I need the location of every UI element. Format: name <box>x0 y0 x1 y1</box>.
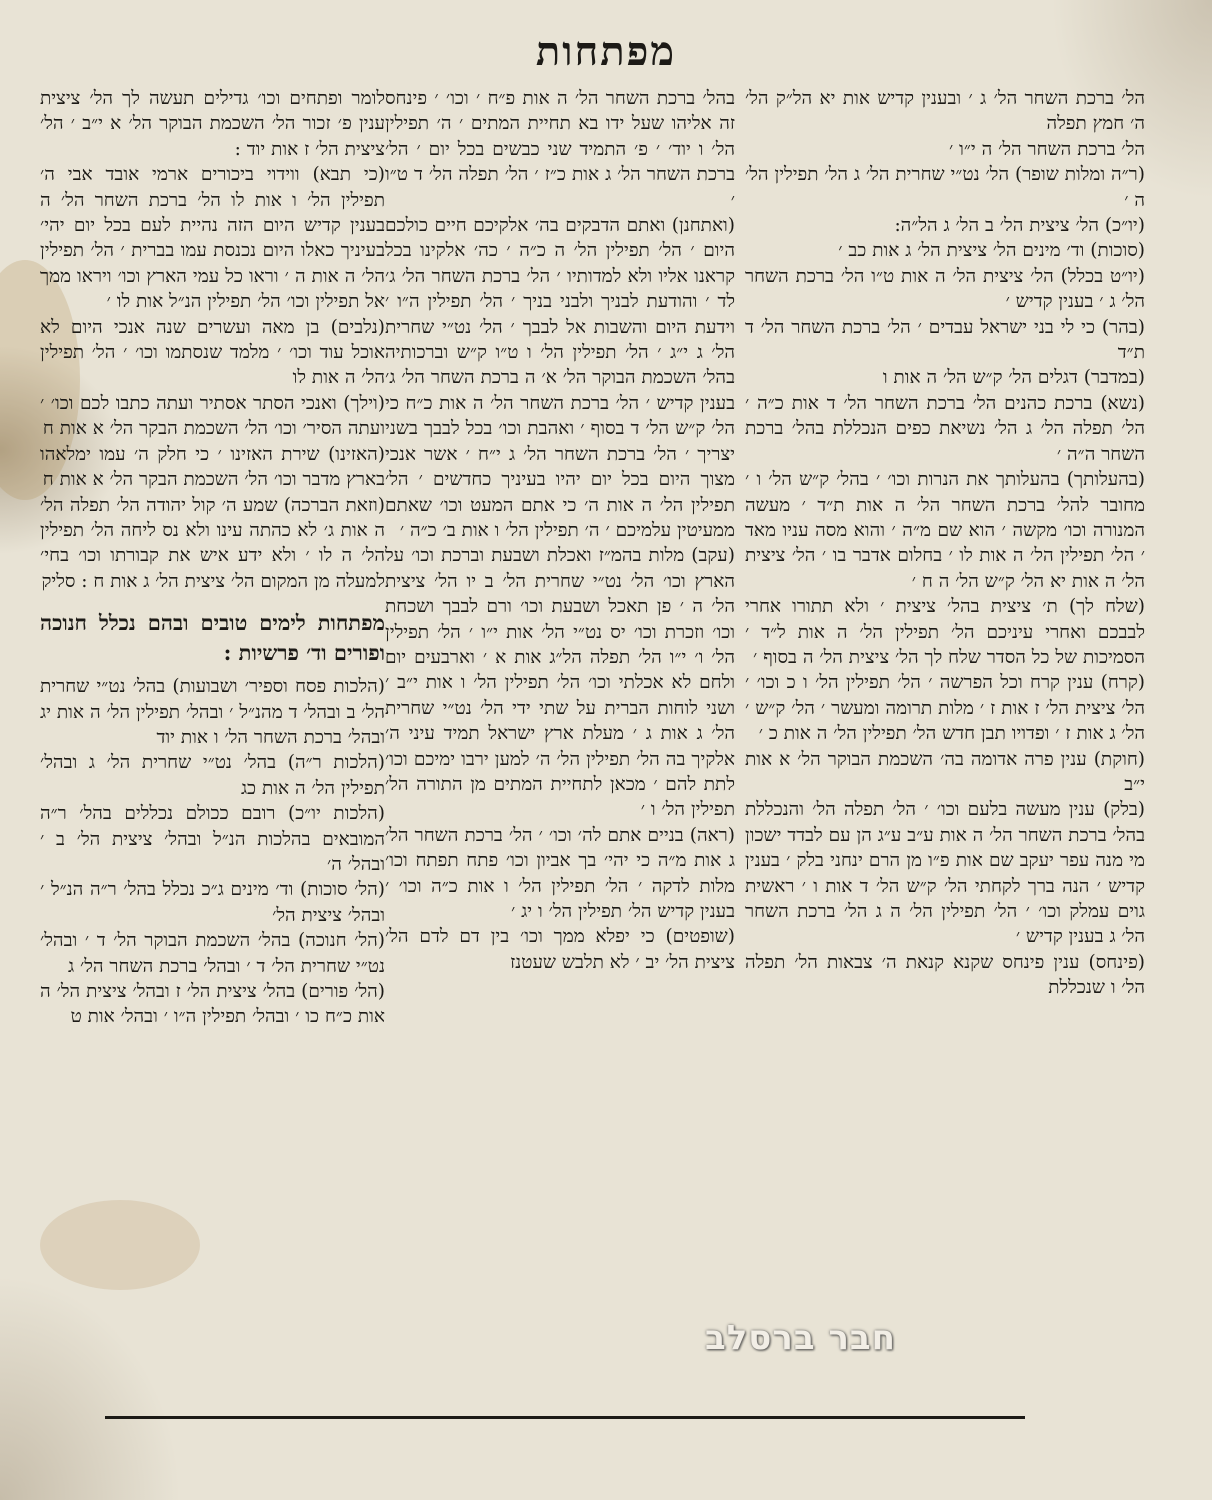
index-entry: (כי תבא) ווידוי ביכורים ארמי אובד אבי ה׳ תפילין הל׳ ו אות לו הל׳ ברכת השחר הל׳ ה בענין קדיש היום הזה נהיית לעם בכל יום יהי׳ בעיניך כאלו היום נכנסת עמו בברית ׳ הל׳ תפילין הל׳ ה אות ה ׳ וראו כל עמי הארץ וכו׳ ויראו ממך אל תפילין וכו׳ הל׳ תפילין הנ״ל אות לו ׳ <box>40 164 385 313</box>
index-entry: (חוקת) ענין פרה אדומה בה׳ השכמת הבוקר הל׳ א אות י״ב <box>745 748 1145 795</box>
index-entry: (נשא) ברכת כהנים הל׳ ברכת השחר הל׳ ד אות כ״ה ׳ הל׳ תפלה הל׳ ג הל׳ נשיאת כפים הנכללת בהל׳ ברכת השחר ה״ה ׳ <box>745 392 1145 465</box>
index-entry: בהל׳ ברכת השחר הל׳ ה אות פ״ח ׳ וכו׳ ׳ פינחס זה אליהו שעל ידו בא תחיית המתים ׳ ה׳ תפילין הל׳ ו יוד׳ ׳ פ׳ התמיד שני כבשים בכל יום ׳ הל׳ ברכת השחר הל׳ ג אות כ״ז ׳ הל׳ תפלה הל׳ ד ט״ו ׳ <box>385 88 735 211</box>
bottom-rule <box>105 1416 1025 1419</box>
index-entry: (ראה) בניים אתם לה׳ וכו׳ ׳ הל׳ ברכת השחר הל׳ ג אות מ״ה כי יהי׳ בך אביון וכו׳ פתח תפתח וכו׳ מלות לדקה ׳ הל׳ תפילין הל׳ ו אות כ״ה וכו׳ ׳ בענין קדיש הל׳ תפילין הל׳ ו יג ׳ <box>385 824 735 922</box>
index-entry: (סוכות) וד׳ מינים הל׳ ציצית הל׳ ג אות כב ׳ <box>838 240 1145 262</box>
index-entry: (בהעלותך) בהעלותך את הנרות וכו׳ ׳ בהל׳ ק״ש הל׳ ו ׳ מחובר להל׳ ברכת השחר הל׳ ה אות ת״ד ׳ מעשה המנורה וכו׳ מקשה ׳ הוא שם מ״ה ׳ והוא מסה עניו מאד ׳ הל׳ תפילין הל׳ ה אות לו ׳ בחלום אדבר בו ׳ הל׳ ציצית הל׳ ה אות יא הל׳ ק״ש הל׳ ה ח ׳ <box>745 469 1145 592</box>
index-entry: (ר״ה ומלות שופר) הל׳ נט״י שחרית הל׳ ג הל׳ תפילין הל׳ ה ׳ <box>745 164 1145 211</box>
index-entry: (הלכות פסח וספיר׳ ושבועות) בהל׳ נט״י שחרית הל׳ ב ובהל׳ ד מהנ״ל ׳ ובהל׳ תפילין הל׳ ה אות יג ובהל׳ ברכת השחר הל׳ ו אות יוד <box>40 676 385 748</box>
index-entry: (ואתחנן) ואתם הדבקים בה׳ אלקיכם חיים כולכם היום ׳ הל׳ תפילין הל׳ ה כ״ה ׳ כה׳ אלקינו בכל קראנו אליו ולא למדותיו ׳ הל׳ ברכת השחר הל׳ ג׳ לד ׳ והודעת לבניך ולבני בניך ׳ הל׳ תפילין ה״ו ׳ וידעת היום והשבות אל לבבך ׳ הל׳ נט״י שחרית הל׳ ג י״ג ׳ הל׳ תפילין הל׳ ו ט״ו ק״ש וברכותיה בהל׳ השכמת הבוקר הל׳ א׳ ה ברכת השחר הל׳ ג׳ בענין קדיש ׳ הל׳ ברכת השחר הל׳ ה אות כ״ח כי הל׳ ק״ש הל׳ ד בסוף ׳ ואהבת וכו׳ בכל לבבך בשני יצריך ׳ הל׳ ברכת השחר הל׳ ג י״ח ׳ אשר אנכי מצוך היום בכל יום יהיו בעיניך כחדשים ׳ הל׳ תפילין הל׳ ה אות ה׳ כי אתם המעט וכו׳ שאתם ממעיטין עלמיכם ׳ ה׳ תפילין הל׳ ו אות ב׳ כ״ה ׳ <box>385 215 735 541</box>
index-entry: (בהר) כי לי בני ישראל עבדים ׳ הל׳ ברכת השחר הל׳ ד ת״ד <box>745 316 1145 364</box>
section-heading: מפתחות לימים טובים ובהם נכלל חנוכה ופורים וד׳ פרשיות : <box>40 610 385 666</box>
index-entry: (יו״כ) הל׳ ציצית הל׳ ב הל׳ ג הל״ה: <box>894 215 1145 237</box>
index-entry: (הל׳ סוכות) וד׳ מינים ג״כ נכלל בהל׳ ר״ה הנ״ל ׳ ובהל׳ ציצית הל׳ <box>40 879 385 926</box>
index-entry: הל׳ ברכת השחר הל׳ ה י״ו ׳ <box>948 138 1145 160</box>
index-entry: (וזאת הברכה) שמע ה׳ קול יהודה הל׳ תפלה הל׳ ה אות ג׳ לא כהתה עינו ולא נס ליחה הל׳ תפילין הל׳ ה לו ׳ ולא ידע איש את קבורתו וכו׳ בחי׳ למעלה מן המקום הל׳ ציצית הל׳ ג אות ח : סליק <box>40 494 385 592</box>
index-entry: (קרח) ענין קרח וכל הפרשה ׳ הל׳ תפילין הל׳ ו כ וכו׳ ׳ הל׳ ציצית הל׳ ז אות ז ׳ מלות תרומה ומעשר ׳ הל׳ ק״ש ׳ הל׳ ג אות ז ׳ ופדויו תבן חדש הל׳ תפילין הל׳ ה אות כ ׳ <box>745 672 1145 745</box>
index-entry: הל׳ ברכת השחר הל׳ ג ׳ ובענין קדיש אות יא הל״ק הל׳ ה׳ חמץ תפלה <box>745 88 1145 135</box>
index-entry: (במדבר) דגלים הל׳ ק״ש הל׳ ה אות ו <box>882 367 1145 389</box>
index-entry: לומר ופתחים וכו׳ גדילים תעשה לך הל׳ ציצית ענין פ׳ זכור הל׳ השכמת הבוקר הל׳ א י״ב ׳ הל׳ ציצית הל׳ ז אות יוד : <box>40 88 385 160</box>
index-entry: (שופטים) כי יפלא ממך וכו׳ בין דם לדם הל׳ ציצית הל׳ יב ׳ לא תלבש שעטנז <box>385 926 735 973</box>
index-entry: (נלבים) בן מאה ועשרים שנה אנכי היום לא אוכל עוד וכו׳ ׳ מלמד שנסתמו וכו׳ ׳ הל׳ תפילין הל׳ ה אות לו <box>40 316 385 389</box>
watermark-stamp: חבר ברסלב <box>705 1318 897 1358</box>
index-entry: (פינחס) ענין פינחס שקנא קנאת ה׳ צבאות הל׳ תפלה הל׳ ו שנכללת <box>745 951 1145 999</box>
text-column-right <box>745 86 1145 1386</box>
index-entry: (בלק) ענין מעשה בלעם וכו׳ ׳ הל׳ תפלה הל׳ והנכללת בהל׳ ברכת השחר הל׳ ה אות ע״ב ע״ג הן עם לבדד ישכון מי מנה עפר יעקב שם אות פ״ו מן הרם ינחני בלק ׳ בענין קדיש ׳ הנה ברך לקחתי הל׳ ק״ש הל׳ ד אות ו ׳ ראשית גוים עמלק וכו׳ ׳ הל׳ תפילין הל׳ ה ג הל׳ ברכת השחר הל׳ ג בענין קדיש ׳ <box>745 799 1145 948</box>
index-entry: (שלח לך) ת׳ ציצית בהל׳ ציצית ׳ ולא תתורו אחרי לבבכם ואחרי עיניכם הל׳ תפילין הל׳ ה אות ל״ד ׳ הסמיכות של כל הסדר שלח לך הל׳ ציצית הל׳ ה בסוף ׳ <box>745 596 1145 668</box>
index-entry: (האזינו) שירת האזינו ׳ כי חלק ה׳ עמו ימלאהו בארץ מדבר וכו׳ הל׳ השכמת הבקר הל׳ א אות ח <box>40 443 385 491</box>
text-column-left <box>40 86 385 1386</box>
index-entry: (הל׳ פורים) בהל׳ ציצית הל׳ ז ובהל׳ ציצית הל׳ ה אות כ״ח כו ׳ ובהל׳ תפילין ה״ו ׳ ובהל׳ אות ט <box>40 981 385 1028</box>
text-column-middle <box>385 86 735 1386</box>
index-entry: (הל׳ חנוכה) בהל׳ השכמת הבוקר הל׳ ד ׳ ובהל׳ נט״י שחרית הל׳ ד ׳ ובהל׳ ברכת השחר הל׳ ג <box>40 930 385 977</box>
index-entry: (וילך) ואנכי הסתר אסתיר ועתה כתבו לכם וכו׳ ׳ ועתה הסיר׳ וכו׳ הל׳ השכמת הבקר הל׳ א אות ח <box>40 392 385 440</box>
index-entry: (עקב) מלות בהמ״ז ואכלת ושבעת וברכת וכו׳ על הארץ וכו׳ הל׳ נט״י שחרית הל׳ ב יו הל׳ ציצית הל׳ ה ׳ פן תאכל ושבעת וכו׳ ורם לבבך ושכחת וכו׳ וזכרת וכו׳ יס נט״י הל׳ אות י״ו ׳ הל׳ תפילין הל׳ ו׳ י״ו הל׳ תפלה הל״ג אות א ׳ וארבעים יום ולחם לא אכלתי וכו׳ הל׳ תפילין הל׳ ו אות י״ב ׳ ושני לוחות הברית על שתי ידי הל׳ נט״י שחרית הל׳ ג אות ג ׳ מעלת ארץ ישראל תמיד עיני ה׳ אלקיך בה הל׳ תפילין הל׳ ה׳ למען ירבו ימיכם וכו׳ לתת להם ׳ מכאן לתחיית המתים מן התורה הל׳ תפילין הל׳ ו ׳ <box>385 545 735 821</box>
index-entry: (הלכות יו״כ) רובם ככולם נכללים בהל׳ ר״ה המובאים בהלכות הנ״ל ובהל׳ ציצית הל׳ ב ׳ ובהל׳ ה׳ <box>40 803 385 875</box>
index-entry: (הלכות ר״ה) בהל׳ נט״י שחרית הל׳ ג ובהל׳ תפילין הל׳ ה אות כג <box>40 752 385 799</box>
page-title: מפתחות <box>535 28 677 75</box>
index-entry: (יו״ט בכלל) הל׳ ציצית הל׳ ה אות ט״ו הל׳ ברכת השחר הל׳ ג ׳ בענין קדיש ׳ <box>745 265 1145 313</box>
